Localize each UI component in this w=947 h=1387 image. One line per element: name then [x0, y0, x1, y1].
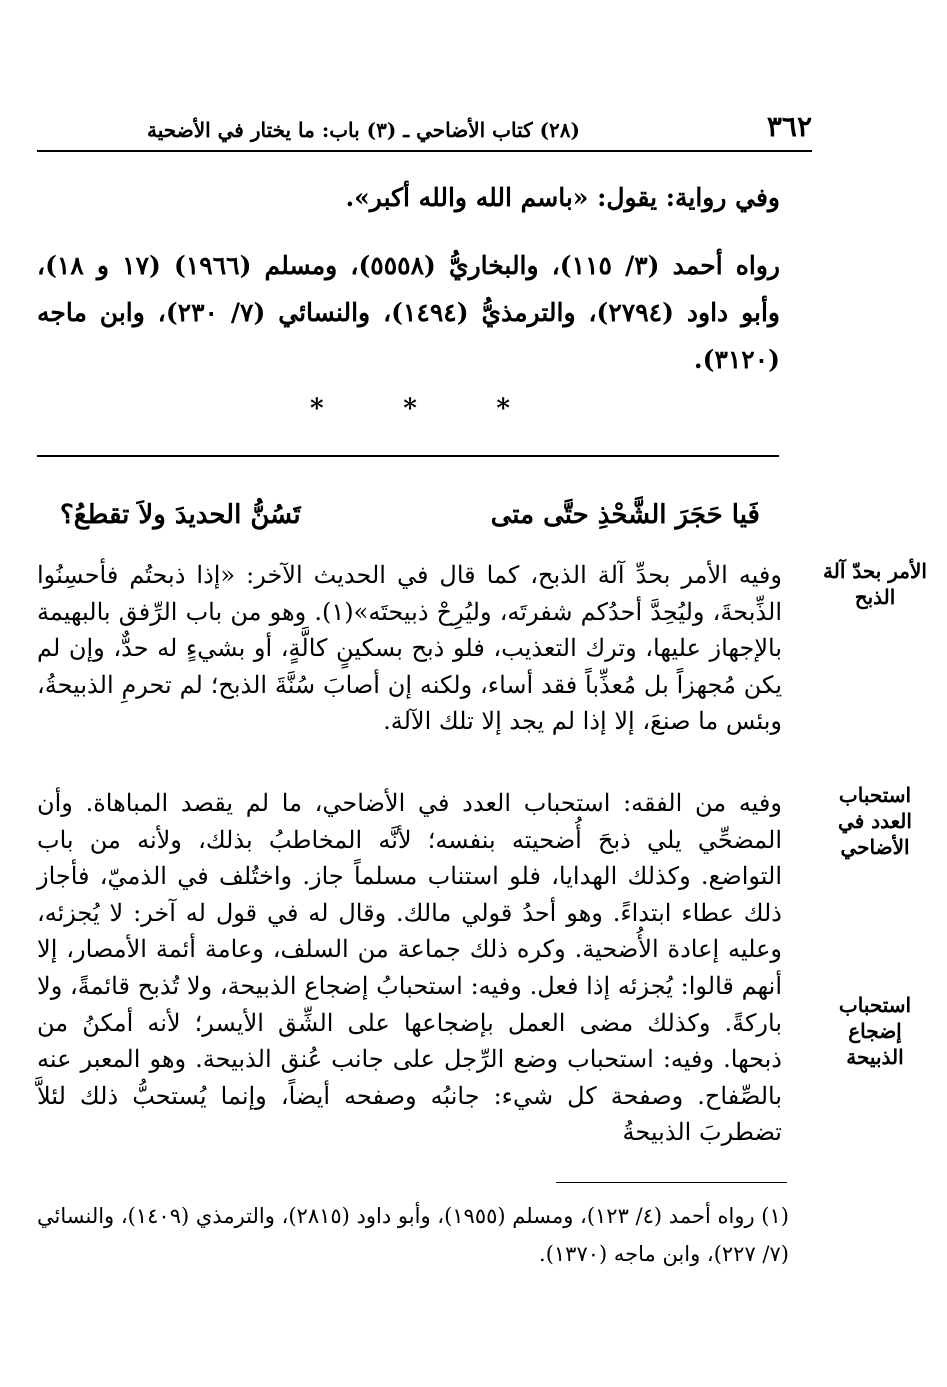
section-separator — [310, 394, 510, 424]
hadith-reference: رواه أحمد (٣/ ١١٥)، والبخاريُّ (٥٥٥٨)، ومسلم (١٩٦٦) (١٧ و ١٨)، وأبو داود (٢٧٩٤)، والترمذيُّ (١٤٩٤)، والنسائي (٧/ ٢٣٠)، وابن ماجه (٣١٢٠). — [37, 251, 780, 374]
commentary-paragraph-2: وفيه من الفقه: استحباب العدد في الأضاحي، ما لم يقصد المباهاة. وأن المضحِّي يلي ذبحَ أُضحيته بنفسه؛ لأنَّه المخاطبُ بذلك، ولأنه من باب التواضع. وكذلك الهدايا، فلو استناب مسلماً جاز. واختُلف في الذميّ، فأجاز ذلك عطاء ابتداءً. وهو أحدُ قولي مالك. وقال له في قول له آخر: لا يُجزئه، وعليه إعادة الأُضحية. وكره ذلك جماعة من السلف، وعامة أئمة الأمصار، إلا أنهم قالوا: يُجزئه إذا فعل. وفيه: استحبابُ إضجاع الذبيحة، ولا تُذبح قائمةً، ولا باركةً. وكذلك مضى العمل بإضجاعها على الشِّق الأيسر؛ لأنه أمكنُ من ذبحها. وفيه: استحباب وضع الرِّجل على جانب عُنق الذبيحة. وهو المعبر عنه بالصِّفاح. وصفحة كل شيء: جانبُه وصفحه أيضاً، وإنما يُستحبُّ ذلك لئلاَّ تضطربَ الذبيحةُ — [37, 789, 782, 1147]
section-divider — [37, 455, 779, 457]
margin-note-number-of-sacrifices: استحباب العدد في الأضاحي — [838, 783, 912, 859]
header-divider — [37, 150, 812, 152]
asterisk: * — [403, 394, 417, 424]
asterisk: * — [496, 394, 510, 424]
riwaya-line: وفي رواية: يقول: «باسم الله والله أكبر». — [345, 183, 780, 212]
footnote-divider — [556, 1182, 787, 1183]
poem-hemistich-left: تَسُنُّ الحديدَ ولاَ تقطعُ؟ — [60, 500, 301, 530]
page-number: ٣٦٢ — [766, 110, 812, 143]
margin-note-blade-sharpening: الأمر بحدّ آلة الذبح — [823, 559, 927, 609]
poem-hemistich-right: فَيا حَجَرَ الشَّحْذِ حتَّى متى — [490, 500, 760, 530]
margin-note-laying-animal: استحباب إضجاع الذبيحة — [838, 993, 912, 1069]
footnote: (١) رواه أحمد (٤/ ١٢٣)، ومسلم (١٩٥٥)، وأبو داود (٢٨١٥)، والترمذي (١٤٠٩)، والنسائي (٧/ ٢٢٧)، وابن ماجه (١٣٧٠). — [37, 1204, 789, 1266]
commentary-paragraph-1: وفيه الأمر بحدِّ آلة الذبح، كما قال في الحديث الآخر: «إذا ذبحتُم فأحسِنُوا الذِّبحةَ، وليُحِدَّ أحدُكم شفرتَه، وليُرِحْ ذبيحتَه»(١). وهو من باب الرِّفق بالبهيمة بالإجهاز عليها، وترك التعذيب، فلو ذبح بسكينٍ كالَّةٍ، أو بشيءٍ له حدٌّ، وإن لم يكن مُجهزاً بل مُعذِّباً فقد أساء، ولكنه إن أصابَ سُنَّةَ الذبح؛ لم تحرمِ الذبيحةُ، وبئس ما صنعَ، إلا إذا لم يجد إلا تلك الآلة. — [37, 561, 782, 736]
running-header-title: (٢٨) كتاب الأضاحي ـ (٣) باب: ما يختار في الأضحية — [147, 118, 580, 142]
poem-verse — [60, 500, 760, 530]
asterisk: * — [310, 394, 324, 424]
